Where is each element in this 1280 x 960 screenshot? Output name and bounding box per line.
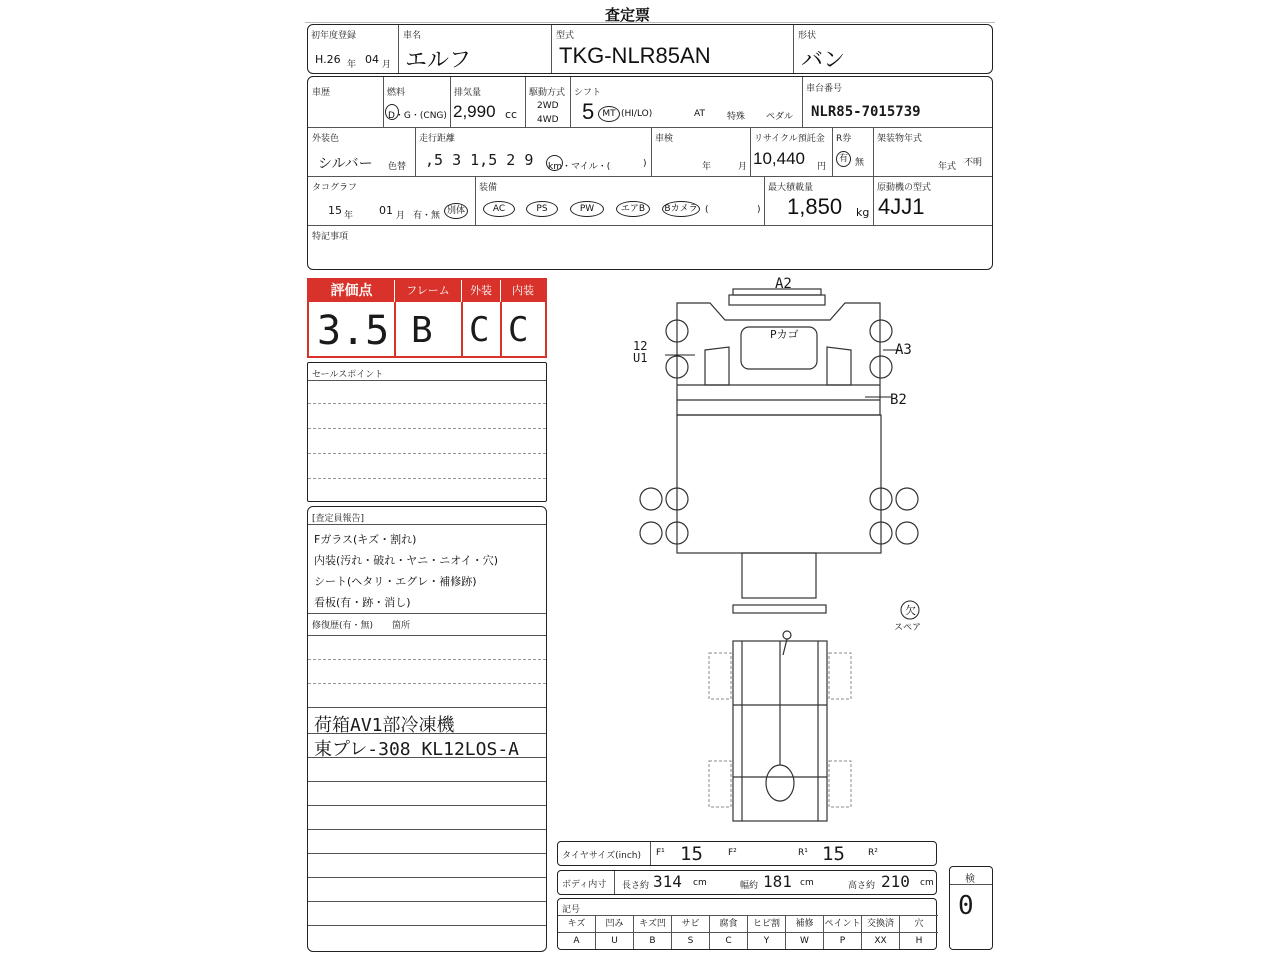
symbol-name: 凹み [596, 915, 634, 932]
symbol-code: B [634, 932, 672, 949]
max-load-value: 1,850 [787, 194, 843, 219]
body-width-label: 幅約 [740, 881, 759, 891]
tacho-options: 有・無 [413, 211, 441, 221]
body-year-unit: 年式 [938, 162, 957, 172]
ken-value: 0 [958, 891, 974, 921]
tacho-separate: 別体 [444, 203, 468, 219]
drive-2wd: 2WD [537, 101, 559, 111]
symbol-name: キズ凹 [634, 915, 672, 932]
body-year-label: 架装物年式 [877, 134, 923, 144]
inspector-report-box [307, 506, 547, 952]
tacho-label: タコグラフ [312, 183, 358, 193]
shift-pedal: ペダル [766, 112, 794, 122]
fuel-options: D・G・(CNG) [388, 111, 447, 121]
symbol-code: H [900, 932, 938, 949]
body-length-label: 長さ約 [622, 881, 650, 891]
engine-value: 4JJ1 [878, 194, 925, 219]
symbol-name: 穴 [900, 915, 938, 932]
symbol-name: ヒビ割 [748, 915, 786, 932]
frame-value: B [411, 310, 433, 351]
body-width-unit: cm [800, 878, 814, 888]
tire-f1-label: F¹ [656, 848, 665, 858]
displacement-label: 排気量 [454, 88, 482, 98]
r-ticket-label: R券 [836, 134, 852, 144]
inspection-label: 車検 [655, 134, 674, 144]
displacement-unit: cc [505, 108, 518, 121]
recycle-unit: 円 [817, 162, 827, 172]
title-divider [305, 22, 995, 23]
fuel-label: 燃料 [387, 88, 406, 98]
car-name-value: エルフ [405, 47, 472, 72]
equipment-label: 装備 [479, 183, 498, 193]
first-reg-era: H.26 [315, 53, 341, 66]
symbol-code: U [596, 932, 634, 949]
model-value: TKG-NLR85AN [559, 43, 711, 68]
first-reg-year-unit: 年 [347, 60, 357, 70]
ken-box [949, 866, 993, 950]
symbol-name: サビ [672, 915, 710, 932]
max-load-label: 最大積載量 [768, 183, 814, 193]
shift-special: 特殊 [727, 112, 746, 122]
tire-size-label: タイヤサイズ(inch) [562, 851, 641, 861]
basic-info-box [307, 24, 993, 74]
symbol-code: C [710, 932, 748, 949]
tire-f2-label: F² [728, 848, 737, 858]
shift-value: 5 [582, 99, 595, 124]
mileage-km-circle [546, 155, 563, 171]
interior-header: 内装 [501, 280, 545, 302]
recycle-value: 10,440 [753, 149, 805, 168]
mileage-units: km・マイル・( [548, 162, 611, 172]
report-interior: 内装(汚れ・破れ・ヤニ・ニオイ・穴) [314, 554, 499, 567]
symbol-name: ペイント [824, 915, 862, 932]
mileage-value: ,5 3 1,5 2 9 [425, 151, 534, 169]
recycle-label: リサイクル預託金 [754, 134, 825, 144]
symbols-label: 記号 [562, 905, 581, 915]
equip-bcamera: Bカメラ [662, 201, 700, 217]
handwritten-note-1: 荷箱AV1部冷凍機 [314, 715, 455, 736]
tacho-month: 01 [379, 204, 393, 217]
equip-ac: AC [483, 201, 515, 217]
vehicle-diagram [605, 275, 935, 835]
sheet-title: 査定票 [605, 6, 651, 24]
sales-point-label: セールスポイント [312, 370, 384, 380]
exterior-header: 外装 [462, 280, 500, 302]
symbol-code: A [558, 932, 596, 949]
symbol-code: S [672, 932, 710, 949]
symbol-name: 補修 [786, 915, 824, 932]
report-sign: 看板(有・跡・消し) [314, 596, 411, 609]
symbols-box [557, 898, 937, 950]
history-label: 車歴 [312, 88, 331, 98]
body-year-unknown: 不明 [964, 158, 983, 168]
equip-ps: PS [526, 201, 558, 217]
model-label: 型式 [556, 31, 575, 41]
diagram-mark-b2: B2 [890, 392, 907, 408]
score-value: 3.5 [317, 308, 390, 354]
equip-pw: PW [570, 201, 604, 217]
symbol-name: キズ [558, 915, 596, 932]
symbol-code: Y [748, 932, 786, 949]
spare-mark: 欠 [905, 604, 916, 617]
exterior-value: C [469, 310, 490, 350]
symbol-name: 腐食 [710, 915, 748, 932]
symbol-code: W [786, 932, 824, 949]
report-seat: シート(ヘタリ・エグレ・補修跡) [314, 575, 477, 588]
sales-point-box [307, 362, 547, 502]
score-header: 評価点 [309, 280, 394, 302]
diagram-mark-left: 12 U1 [633, 339, 648, 365]
body-inner-label: ボディ内寸 [562, 880, 607, 890]
detail-info-box [307, 76, 993, 270]
tire-f1-value: 15 [680, 843, 703, 865]
repair-history-label: 修復歴(有・無) [312, 621, 374, 631]
color-change: 色替 [388, 162, 407, 172]
equip-paren-close: ) [757, 205, 761, 215]
report-f-glass: Fガラス(キズ・割れ) [314, 533, 417, 546]
inspection-month: 月 [738, 162, 748, 172]
body-height-unit: cm [920, 878, 934, 888]
r-ticket-no: 無 [855, 158, 865, 168]
shift-mt: MT [598, 106, 620, 122]
equip-paren-open: ( [705, 205, 709, 215]
body-height-value: 210 [881, 872, 910, 891]
color-value: シルバー [318, 156, 373, 172]
fuel-diesel-circle [385, 104, 399, 120]
drive-4wd: 4WD [537, 115, 559, 125]
body-length-unit: cm [693, 878, 707, 888]
r-ticket-yes: 有 [836, 151, 851, 167]
inspection-year: 年 [702, 162, 712, 172]
mileage-close: ) [643, 159, 647, 169]
displacement-value: 2,990 [453, 102, 496, 121]
chassis-value: NLR85-7015739 [811, 104, 921, 120]
diagram-mark-a2: A2 [775, 276, 792, 292]
score-box [307, 278, 547, 358]
spare-label: スペア [894, 623, 922, 633]
symbol-code: P [824, 932, 862, 949]
notes-label: 特記事項 [312, 232, 349, 242]
first-reg-month: 04 [365, 53, 379, 66]
body-height-label: 高さ約 [848, 881, 876, 891]
shift-label: シフト [574, 88, 602, 98]
appraisal-sheet [305, 0, 995, 960]
body-inner-box [557, 870, 937, 895]
frame-header: フレーム [395, 280, 461, 302]
shift-at: AT [694, 109, 705, 119]
drive-label: 駆動方式 [529, 88, 566, 98]
tacho-month-unit: 月 [396, 211, 406, 221]
tire-size-box [557, 841, 937, 866]
first-reg-month-unit: 月 [382, 60, 392, 70]
max-load-unit: kg [856, 206, 870, 219]
equip-airbag: エアB [616, 201, 650, 217]
symbol-name: 交換済 [862, 915, 900, 932]
interior-value: C [508, 310, 529, 350]
report-label: [査定員報告] [312, 514, 365, 524]
ken-label: 検 [965, 874, 975, 885]
shift-hilo: (HI/LO) [621, 109, 653, 119]
engine-label: 原動機の型式 [877, 183, 932, 193]
chassis-label: 車台番号 [806, 84, 843, 94]
diagram-mark-a3: A3 [895, 342, 912, 358]
tacho-year-unit: 年 [344, 211, 354, 221]
tire-r2-label: R² [868, 848, 878, 858]
tacho-year: 15 [328, 204, 342, 217]
first-reg-label: 初年度登録 [311, 31, 357, 41]
shape-value: バン [801, 47, 846, 72]
mileage-label: 走行距離 [419, 134, 456, 144]
diagram-inner-text: Pカゴ [770, 328, 799, 341]
handwritten-note-2: 東プレ-308 KL12LOS-A [314, 739, 519, 760]
symbol-code: XX [862, 932, 900, 949]
body-length-value: 314 [653, 872, 682, 891]
shape-label: 形状 [798, 31, 817, 41]
body-width-value: 181 [763, 872, 792, 891]
car-name-label: 車名 [403, 31, 422, 41]
tire-r1-label: R¹ [798, 848, 808, 858]
repair-place-label: 箇所 [392, 621, 411, 631]
tire-r1-value: 15 [822, 843, 845, 865]
color-label: 外装色 [312, 134, 340, 144]
